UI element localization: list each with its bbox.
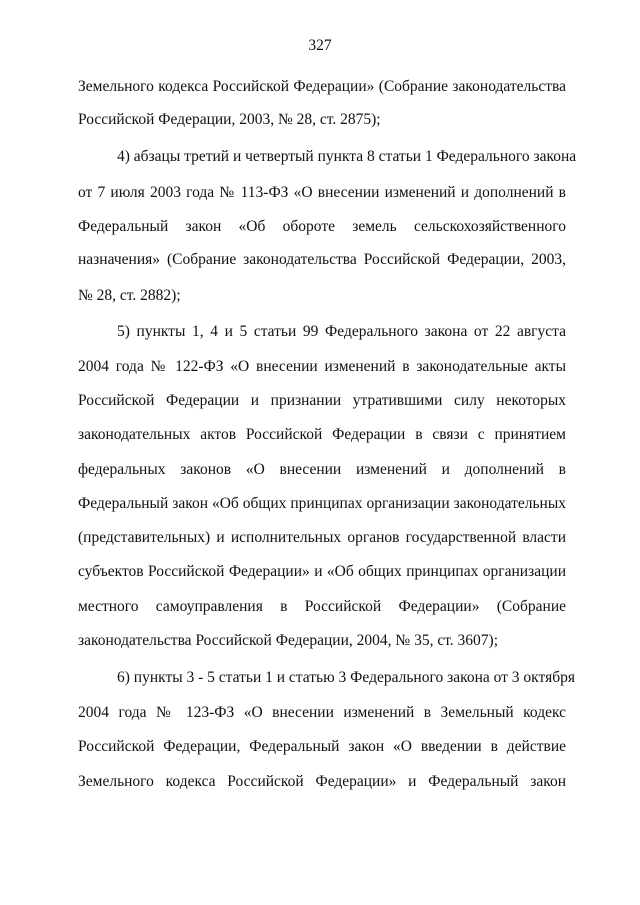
text-line: Федеральный закон «Об общих принципах организации законодательных — [78, 495, 566, 512]
text-line: федеральных законов «О внесении изменений и дополнений в — [78, 461, 566, 478]
text-line: Земельного кодекса Российской Федерации» и Федеральный закон — [78, 773, 566, 790]
text-line: законодательных актов Российской Федерации в связи с принятием — [78, 426, 566, 443]
text-line: Российской Федерации, 2003, № 28, ст. 2875); — [78, 111, 381, 128]
text-line: 4) абзацы третий и четвертый пункта 8 статьи 1 Федерального закона — [117, 148, 577, 165]
text-line: Земельного кодекса Российской Федерации» (Собрание законодательства — [78, 78, 566, 95]
text-line: (представительных) и исполнительных органов государственной власти — [78, 529, 566, 546]
text-line: субъектов Российской Федерации» и «Об общих принципах организации — [78, 563, 566, 580]
text-line: законодательства Российской Федерации, 2004, № 35, ст. 3607); — [78, 632, 499, 649]
text-line: № 28, ст. 2882); — [78, 287, 181, 304]
text-line: 5) пункты 1, 4 и 5 статьи 99 Федерального закона от 22 августа — [117, 323, 566, 340]
text-line: назначения» (Собрание законодательства Российской Федерации, 2003, — [78, 251, 566, 268]
page-number: 327 — [308, 37, 332, 54]
text-line: 2004 года № 123-ФЗ «О внесении изменений в Земельный кодекс — [78, 704, 566, 721]
text-line: местного самоуправления в Российской Федерации» (Собрание — [78, 598, 566, 615]
text-line: Российской Федерации и признании утратившими силу некоторых — [78, 392, 566, 409]
text-line: 2004 года № 122-ФЗ «О внесении изменений в законодательные акты — [78, 358, 566, 375]
text-line: Федеральный закон «Об обороте земель сельскохозяйственного — [78, 218, 566, 235]
text-line: от 7 июля 2003 года № 113-ФЗ «О внесении изменений и дополнений в — [78, 184, 566, 201]
text-line: 6) пункты 3 - 5 статьи 1 и статью 3 Федерального закона от 3 октября — [117, 669, 575, 686]
text-line: Российской Федерации, Федеральный закон «О введении в действие — [78, 738, 566, 755]
